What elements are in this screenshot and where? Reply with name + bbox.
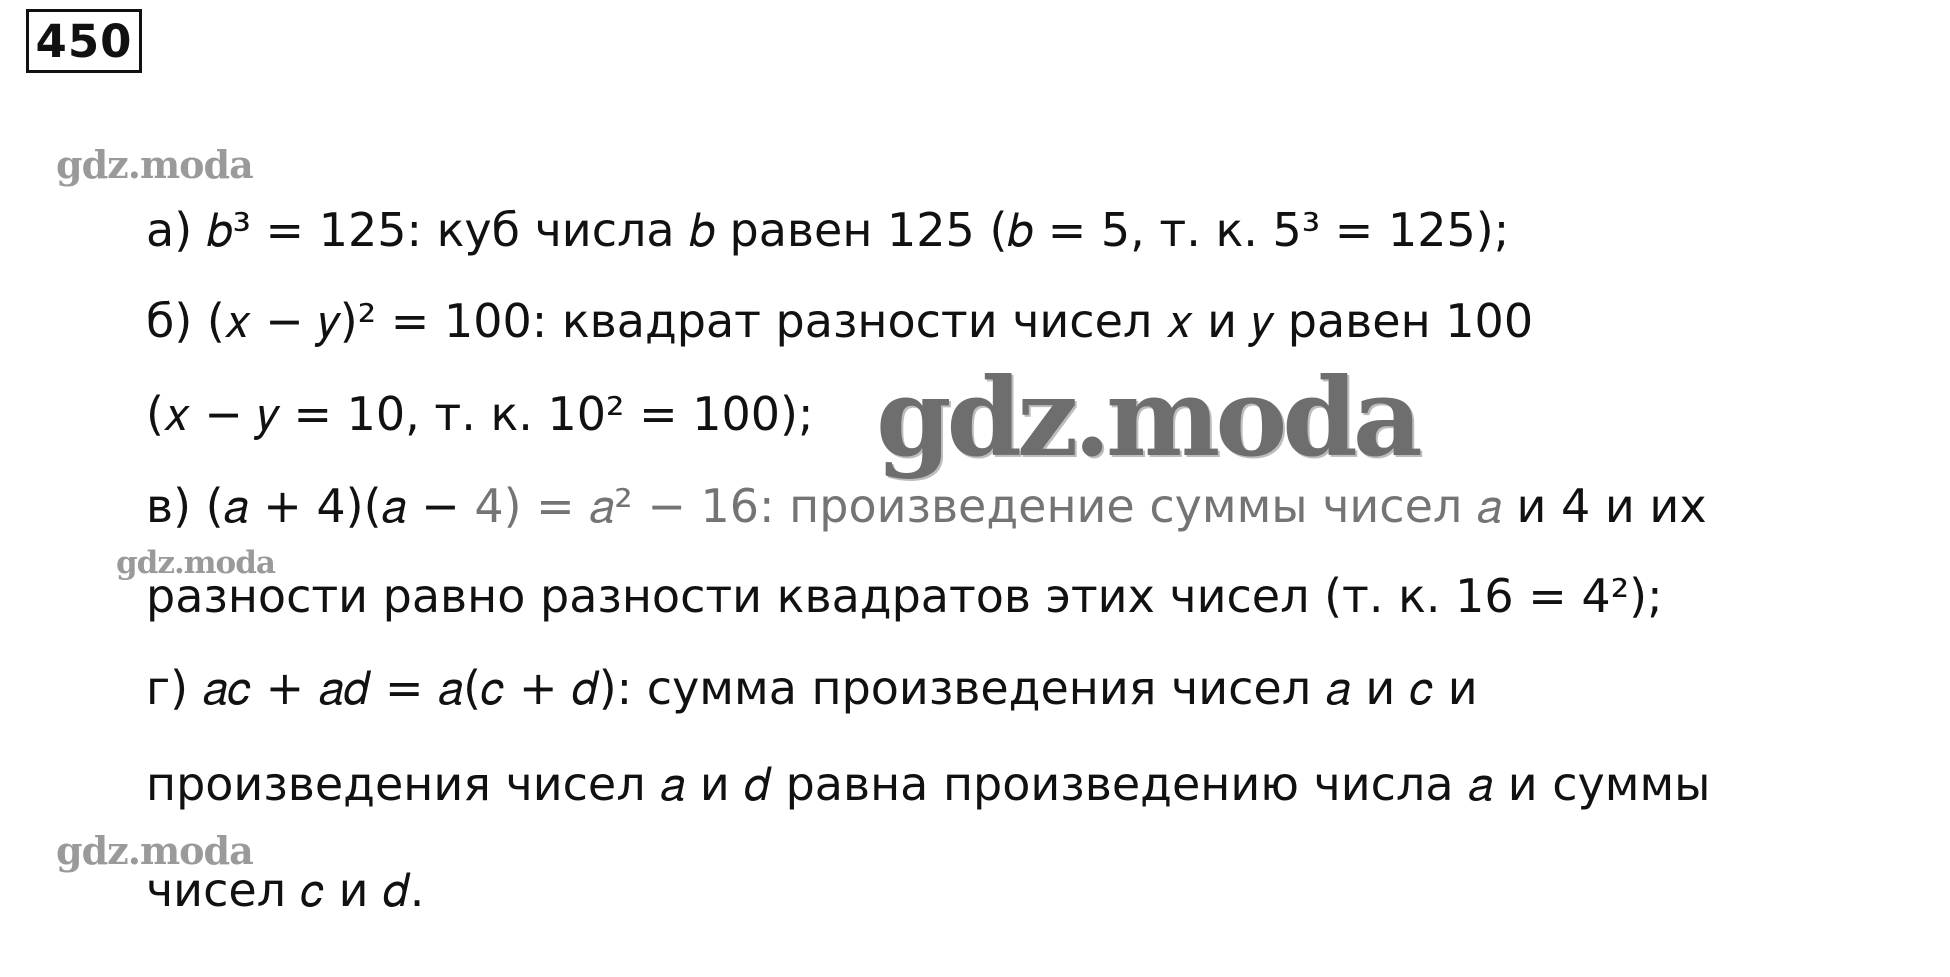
solution-line-b-cont: (𝑥 − 𝑦 = 10, т. к. 10² = 100); bbox=[146, 387, 814, 441]
solution-line-g: г) 𝑎𝑐 + 𝑎𝑑 = 𝑎(𝑐 + 𝑑): сумма произведения чисел 𝑎 и 𝑐 и bbox=[146, 661, 1478, 715]
watermark-large: gdz.moda bbox=[876, 355, 1418, 481]
solution-line-v: в) (𝑎 + 4)(𝑎 − 4) = 𝑎² − 16: произведение суммы чисел 𝑎 и 4 и их bbox=[146, 479, 1707, 533]
watermark-text: gdz.moda bbox=[56, 828, 253, 873]
solution-line-g-end: чисел 𝑐 и 𝑑. bbox=[146, 863, 425, 917]
solution-line-v-cont: разности равно разности квадратов этих чисел (т. к. 16 = 4²); bbox=[146, 569, 1663, 623]
task-number: 450 bbox=[26, 9, 142, 73]
solution-line-b: б) (𝑥 − 𝑦)² = 100: квадрат разности чисел 𝑥 и 𝑦 равен 100 bbox=[146, 294, 1534, 348]
solution-line-a: а) 𝑏³ = 125: куб числа 𝑏 равен 125 (𝑏 = 5, т. к. 5³ = 125); bbox=[146, 203, 1510, 257]
watermark-text: gdz.moda bbox=[56, 142, 253, 187]
solution-line-g-cont: произведения чисел 𝑎 и 𝑑 равна произведению числа 𝑎 и суммы bbox=[146, 757, 1711, 811]
watermark-text: gdz.moda bbox=[116, 545, 275, 581]
